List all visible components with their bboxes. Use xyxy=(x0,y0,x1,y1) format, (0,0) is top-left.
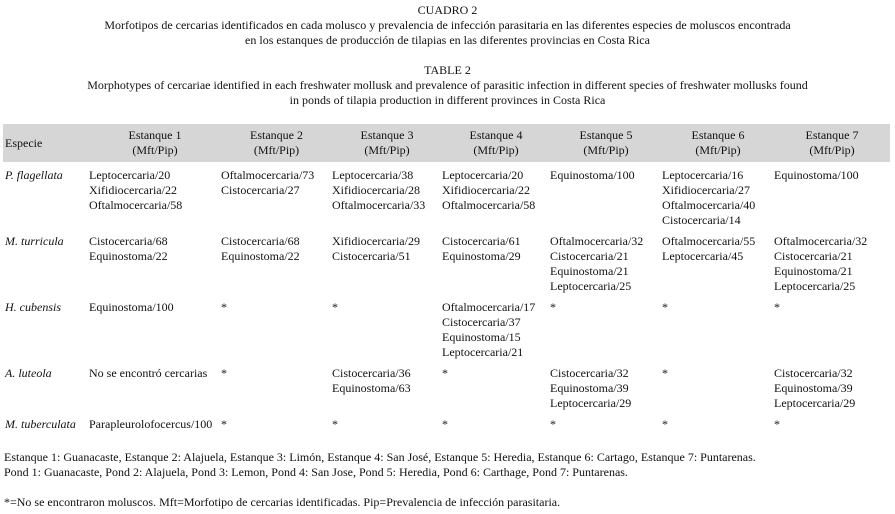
cell-entry: Equinostoma/100 xyxy=(89,300,174,314)
cell-entry: Xifidiocercaria/27 xyxy=(662,183,750,197)
cell-entry: Cistocercaria/21 xyxy=(550,249,629,263)
table-cell xyxy=(442,228,550,294)
table-cell xyxy=(332,294,442,360)
table-cell xyxy=(89,360,221,411)
table-cell xyxy=(550,228,662,294)
cell-entry: Leptocercaria/21 xyxy=(442,345,524,359)
table-cell xyxy=(550,162,662,228)
table-cell xyxy=(221,360,332,411)
column-header-unit: (Mft/Pip) xyxy=(809,143,855,157)
table-cell xyxy=(221,228,332,294)
column-header-name: Estanque 2 xyxy=(250,128,303,142)
table-cell xyxy=(550,360,662,411)
table-row xyxy=(3,294,890,360)
cell-entry: * xyxy=(221,300,227,314)
column-header-name: Estanque 7 xyxy=(805,128,859,142)
table-cell xyxy=(662,411,774,432)
cell-entry: Leptocercaria/25 xyxy=(550,279,632,293)
cell-entry: Xifidiocercaria/28 xyxy=(332,183,420,197)
cell-entry: Leptocercaria/16 xyxy=(662,168,744,182)
species-cell: P. flagellata xyxy=(5,168,63,182)
column-header-2 xyxy=(221,124,332,162)
table-row xyxy=(3,228,890,294)
column-header-name: Estanque 4 xyxy=(469,128,523,142)
table-cell xyxy=(662,228,774,294)
cell-entry: Leptocercaria/20 xyxy=(442,168,524,182)
cell-entry: * xyxy=(662,366,668,380)
cell-entry: Leptocercaria/45 xyxy=(662,249,744,263)
cell-entry: Xifidiocercaria/22 xyxy=(442,183,530,197)
cell-entry: Equinostoma/100 xyxy=(774,168,859,182)
table-cell xyxy=(89,228,221,294)
cell-entry: Oftalmocercaria/58 xyxy=(442,198,536,212)
cell-entry: Oftalmocercaria/17 xyxy=(442,300,536,314)
column-header-name: Estanque 3 xyxy=(360,128,414,142)
caption-es-line2: en los estanques de producción de tilapias en las diferentes provincias en Costa Rica xyxy=(245,33,650,47)
cell-entry: * xyxy=(774,417,780,431)
table-cell xyxy=(221,411,332,432)
cell-entry: Equinostoma/21 xyxy=(550,264,629,278)
cell-entry: Cistocercaria/37 xyxy=(442,315,521,329)
cell-entry: Equinostoma/29 xyxy=(442,249,521,263)
cell-entry: Oftalmocercaria/33 xyxy=(332,198,426,212)
column-header-3 xyxy=(332,124,442,162)
table-cell xyxy=(662,294,774,360)
column-header-name: Estanque 5 xyxy=(579,128,633,142)
cell-entry: Equinostoma/63 xyxy=(332,381,411,395)
table-cell xyxy=(550,411,662,432)
table-cell xyxy=(89,162,221,228)
cell-entry: Oftalmocercaria/32 xyxy=(550,234,644,248)
cell-entry: Equinostoma/22 xyxy=(89,249,168,263)
data-table xyxy=(3,124,890,432)
cell-entry: Leptocercaria/20 xyxy=(89,168,171,182)
table-cell xyxy=(89,411,221,432)
cell-entry: * xyxy=(332,417,338,431)
table-cell xyxy=(332,360,442,411)
species-cell: A. luteola xyxy=(5,366,52,380)
cell-entry: Parapleurolofocercus/100 xyxy=(89,417,213,431)
table-cell xyxy=(774,228,890,294)
table-cell xyxy=(332,228,442,294)
column-header-4 xyxy=(442,124,550,162)
column-header-1 xyxy=(89,124,221,162)
cell-entry: Cistocercaria/27 xyxy=(221,183,300,197)
cell-entry: Equinostoma/100 xyxy=(550,168,635,182)
column-header-name: Estanque 6 xyxy=(691,128,745,142)
caption-en-line2: in ponds of tilapia production in different provinces in Costa Rica xyxy=(289,93,606,107)
cell-entry: Cistocercaria/51 xyxy=(332,249,411,263)
cell-entry: * xyxy=(662,417,668,431)
cell-entry: Leptocercaria/38 xyxy=(332,168,414,182)
table-cell xyxy=(221,294,332,360)
caption-en-line1: Morphotypes of cercariae identified in each freshwater mollusk and prevalence of parasitic infection in different species of freshwater mollusks found xyxy=(87,78,808,92)
column-header-6 xyxy=(662,124,774,162)
cell-entry: Equinostoma/39 xyxy=(550,381,629,395)
table-row xyxy=(3,411,890,432)
cell-entry: Cistocercaria/21 xyxy=(774,249,853,263)
table-cell xyxy=(774,360,890,411)
column-header-5 xyxy=(550,124,662,162)
cell-entry: Cistocercaria/32 xyxy=(774,366,853,380)
table-cell xyxy=(662,360,774,411)
cell-entry: Xifidiocercaria/22 xyxy=(89,183,177,197)
column-header-7 xyxy=(774,124,890,162)
cell-entry: * xyxy=(774,300,780,314)
cell-entry: Equinostoma/15 xyxy=(442,330,521,344)
table-header-row xyxy=(3,124,890,162)
table-label: TABLE 2 xyxy=(424,63,471,77)
cell-entry: Cistocercaria/68 xyxy=(89,234,168,248)
cell-entry: Oftalmocercaria/73 xyxy=(221,168,315,182)
table-cell xyxy=(442,162,550,228)
cuadro-label: CUADRO 2 xyxy=(417,3,478,17)
cell-entry: * xyxy=(550,300,556,314)
table-body xyxy=(3,162,890,432)
cell-entry: Xifidiocercaria/29 xyxy=(332,234,420,248)
table-cell xyxy=(332,411,442,432)
column-header-unit: (Mft/Pip) xyxy=(583,143,629,157)
column-header-unit: (Mft/Pip) xyxy=(364,143,410,157)
table-cell xyxy=(442,360,550,411)
cell-entry: * xyxy=(332,300,338,314)
species-cell: M. tuberculata xyxy=(5,417,76,431)
cell-entry: * xyxy=(550,417,556,431)
cell-entry: Equinostoma/22 xyxy=(221,249,300,263)
cell-entry: * xyxy=(221,417,227,431)
cell-entry: Cistocercaria/32 xyxy=(550,366,629,380)
cell-entry: * xyxy=(442,366,448,380)
cell-entry: Oftalmocercaria/58 xyxy=(89,198,183,212)
cell-entry: * xyxy=(662,300,668,314)
column-header-unit: (Mft/Pip) xyxy=(473,143,519,157)
table-cell xyxy=(662,162,774,228)
cell-entry: Cistocercaria/68 xyxy=(221,234,300,248)
species-header: Especie xyxy=(5,135,43,150)
column-header-unit: (Mft/Pip) xyxy=(253,143,300,157)
table-cell xyxy=(221,162,332,228)
cell-entry: Cistocercaria/14 xyxy=(662,213,741,227)
cell-entry: No se encontró cercarias xyxy=(89,366,208,380)
cell-entry: Oftalmocercaria/40 xyxy=(662,198,756,212)
caption-es-line1: Morfotipos de cercarias identificados en cada molusco y prevalencia de infección parasitaria en las diferentes especies de moluscos encontrada xyxy=(104,18,791,32)
cell-entry: Oftalmocercaria/32 xyxy=(774,234,868,248)
column-header-name: Estanque 1 xyxy=(128,128,182,142)
cell-entry: Equinostoma/21 xyxy=(774,264,853,278)
species-cell: M. turricula xyxy=(5,234,64,248)
table-cell xyxy=(89,294,221,360)
species-cell: H. cubensis xyxy=(5,300,61,314)
table-cell xyxy=(550,294,662,360)
table-cell xyxy=(442,411,550,432)
cell-entry: Equinostoma/39 xyxy=(774,381,853,395)
table-cell xyxy=(332,162,442,228)
legend-note: *=No se encontraron moluscos. Mft=Morfotipo de cercarias identificadas. Pip=Prevalencia de infección parasitaria. xyxy=(4,495,561,509)
table-cell xyxy=(774,294,890,360)
cell-entry: Cistocercaria/61 xyxy=(442,234,521,248)
cell-entry: * xyxy=(221,366,227,380)
cell-entry: Leptocercaria/25 xyxy=(774,279,856,293)
cell-entry: * xyxy=(442,417,448,431)
table-row xyxy=(3,162,890,228)
cell-entry: Leptocercaria/29 xyxy=(550,396,632,410)
ponds-note-en: Pond 1: Guanacaste, Pond 2: Alajuela, Pond 3: Lemon, Pond 4: San Jose, Pond 5: Heredia, Pond 6: Carthage, Pond 7: Puntarenas. xyxy=(4,465,628,479)
column-header-unit: (Mft/Pip) xyxy=(132,143,178,157)
table-cell xyxy=(774,411,890,432)
ponds-note-es: Estanque 1: Guanacaste, Estanque 2: Alajuela, Estanque 3: Limón, Estanque 4: San José, Estanque 5: Heredia, Estanque 6: Cartago, Estanque 7: Puntarenas. xyxy=(4,450,756,464)
cell-entry: Oftalmocercaria/55 xyxy=(662,234,756,248)
table-row xyxy=(3,360,890,411)
cell-entry: Leptocercaria/29 xyxy=(774,396,856,410)
column-header-unit: (Mft/Pip) xyxy=(695,143,741,157)
cell-entry: Cistocercaria/36 xyxy=(332,366,411,380)
table-cell xyxy=(442,294,550,360)
table-cell xyxy=(774,162,890,228)
